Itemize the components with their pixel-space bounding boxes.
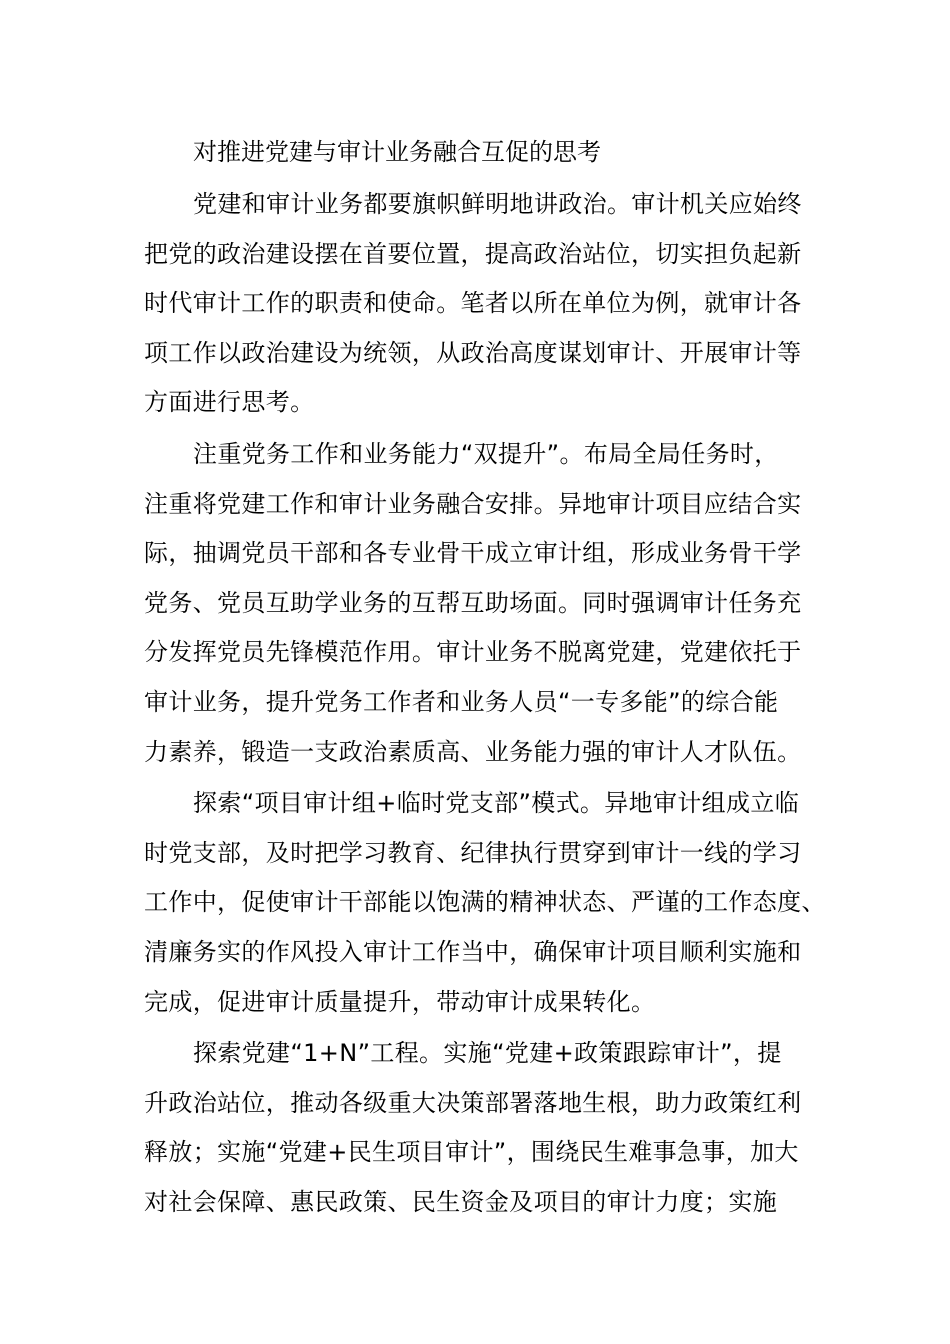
- paragraph-line: 探索“项目审计组+临时党支部”模式。异地审计组成立临: [193, 789, 800, 818]
- paragraph-line: 项工作以政治建设为统领，从政治高度谋划审计、开展审计等: [144, 338, 802, 367]
- paragraph-line: 力素养，锻造一支政治素质高、业务能力强的审计人才队伍。: [144, 737, 802, 766]
- paragraph-line: 时代审计工作的职责和使命。笔者以所在单位为例，就审计各: [144, 289, 802, 318]
- document-body: [144, 180, 824, 1229]
- paragraph-line: 方面进行思考。: [144, 388, 315, 417]
- paragraph-1: [144, 180, 824, 428]
- paragraph-line: 升政治站位，推动各级重大决策部署落地生根，助力政策红利: [144, 1088, 802, 1117]
- paragraph-3: [144, 779, 824, 1027]
- paragraph-line: 完成，促进审计质量提升，带动审计成果转化。: [144, 987, 656, 1016]
- paragraph-line: 党建和审计业务都要旗帜鲜明地讲政治。审计机关应始终: [193, 190, 802, 218]
- paragraph-line: 时党支部，及时把学习教育、纪律执行贯穿到审计一线的学习: [144, 838, 802, 867]
- paragraph-2: [144, 430, 824, 777]
- paragraph-line: 对社会保障、惠民政策、民生资金及项目的审计力度；实施: [144, 1187, 778, 1216]
- paragraph-4: [144, 1029, 824, 1227]
- paragraph-line: 释放；实施“党建+民生项目审计”，围绕民生难事急事，加大: [144, 1138, 799, 1167]
- paragraph-line: 注重将党建工作和审计业务融合安排。异地审计项目应结合实: [144, 489, 802, 518]
- paragraph-line: 清廉务实的作风投入审计工作当中，确保审计项目顺利实施和: [144, 937, 802, 966]
- paragraph-line: 注重党务工作和业务能力“双提升”。布局全局任务时，: [193, 439, 779, 468]
- paragraph-line: 把党的政治建设摆在首要位置，提高政治站位，切实担负起新: [144, 239, 802, 268]
- paragraph-line: 探索党建“1+N”工程。实施“党建+政策跟踪审计”，提: [193, 1039, 782, 1068]
- paragraph-line: 工作中，促使审计干部能以饱满的精神状态、严谨的工作态度、: [144, 888, 826, 917]
- paragraph-line: 际，抽调党员干部和各专业骨干成立审计组，形成业务骨干学: [144, 539, 802, 568]
- paragraph-line: 审计业务，提升党务工作者和业务人员“一专多能”的综合能: [144, 687, 779, 716]
- paragraph-line: 分发挥党员先锋模范作用。审计业务不脱离党建，党建依托于: [144, 638, 802, 667]
- document-title: 对推进党建与审计业务融合互促的思考: [193, 138, 601, 166]
- paragraph-line: 党务、党员互助学业务的互帮互助场面。同时强调审计任务充: [144, 588, 802, 617]
